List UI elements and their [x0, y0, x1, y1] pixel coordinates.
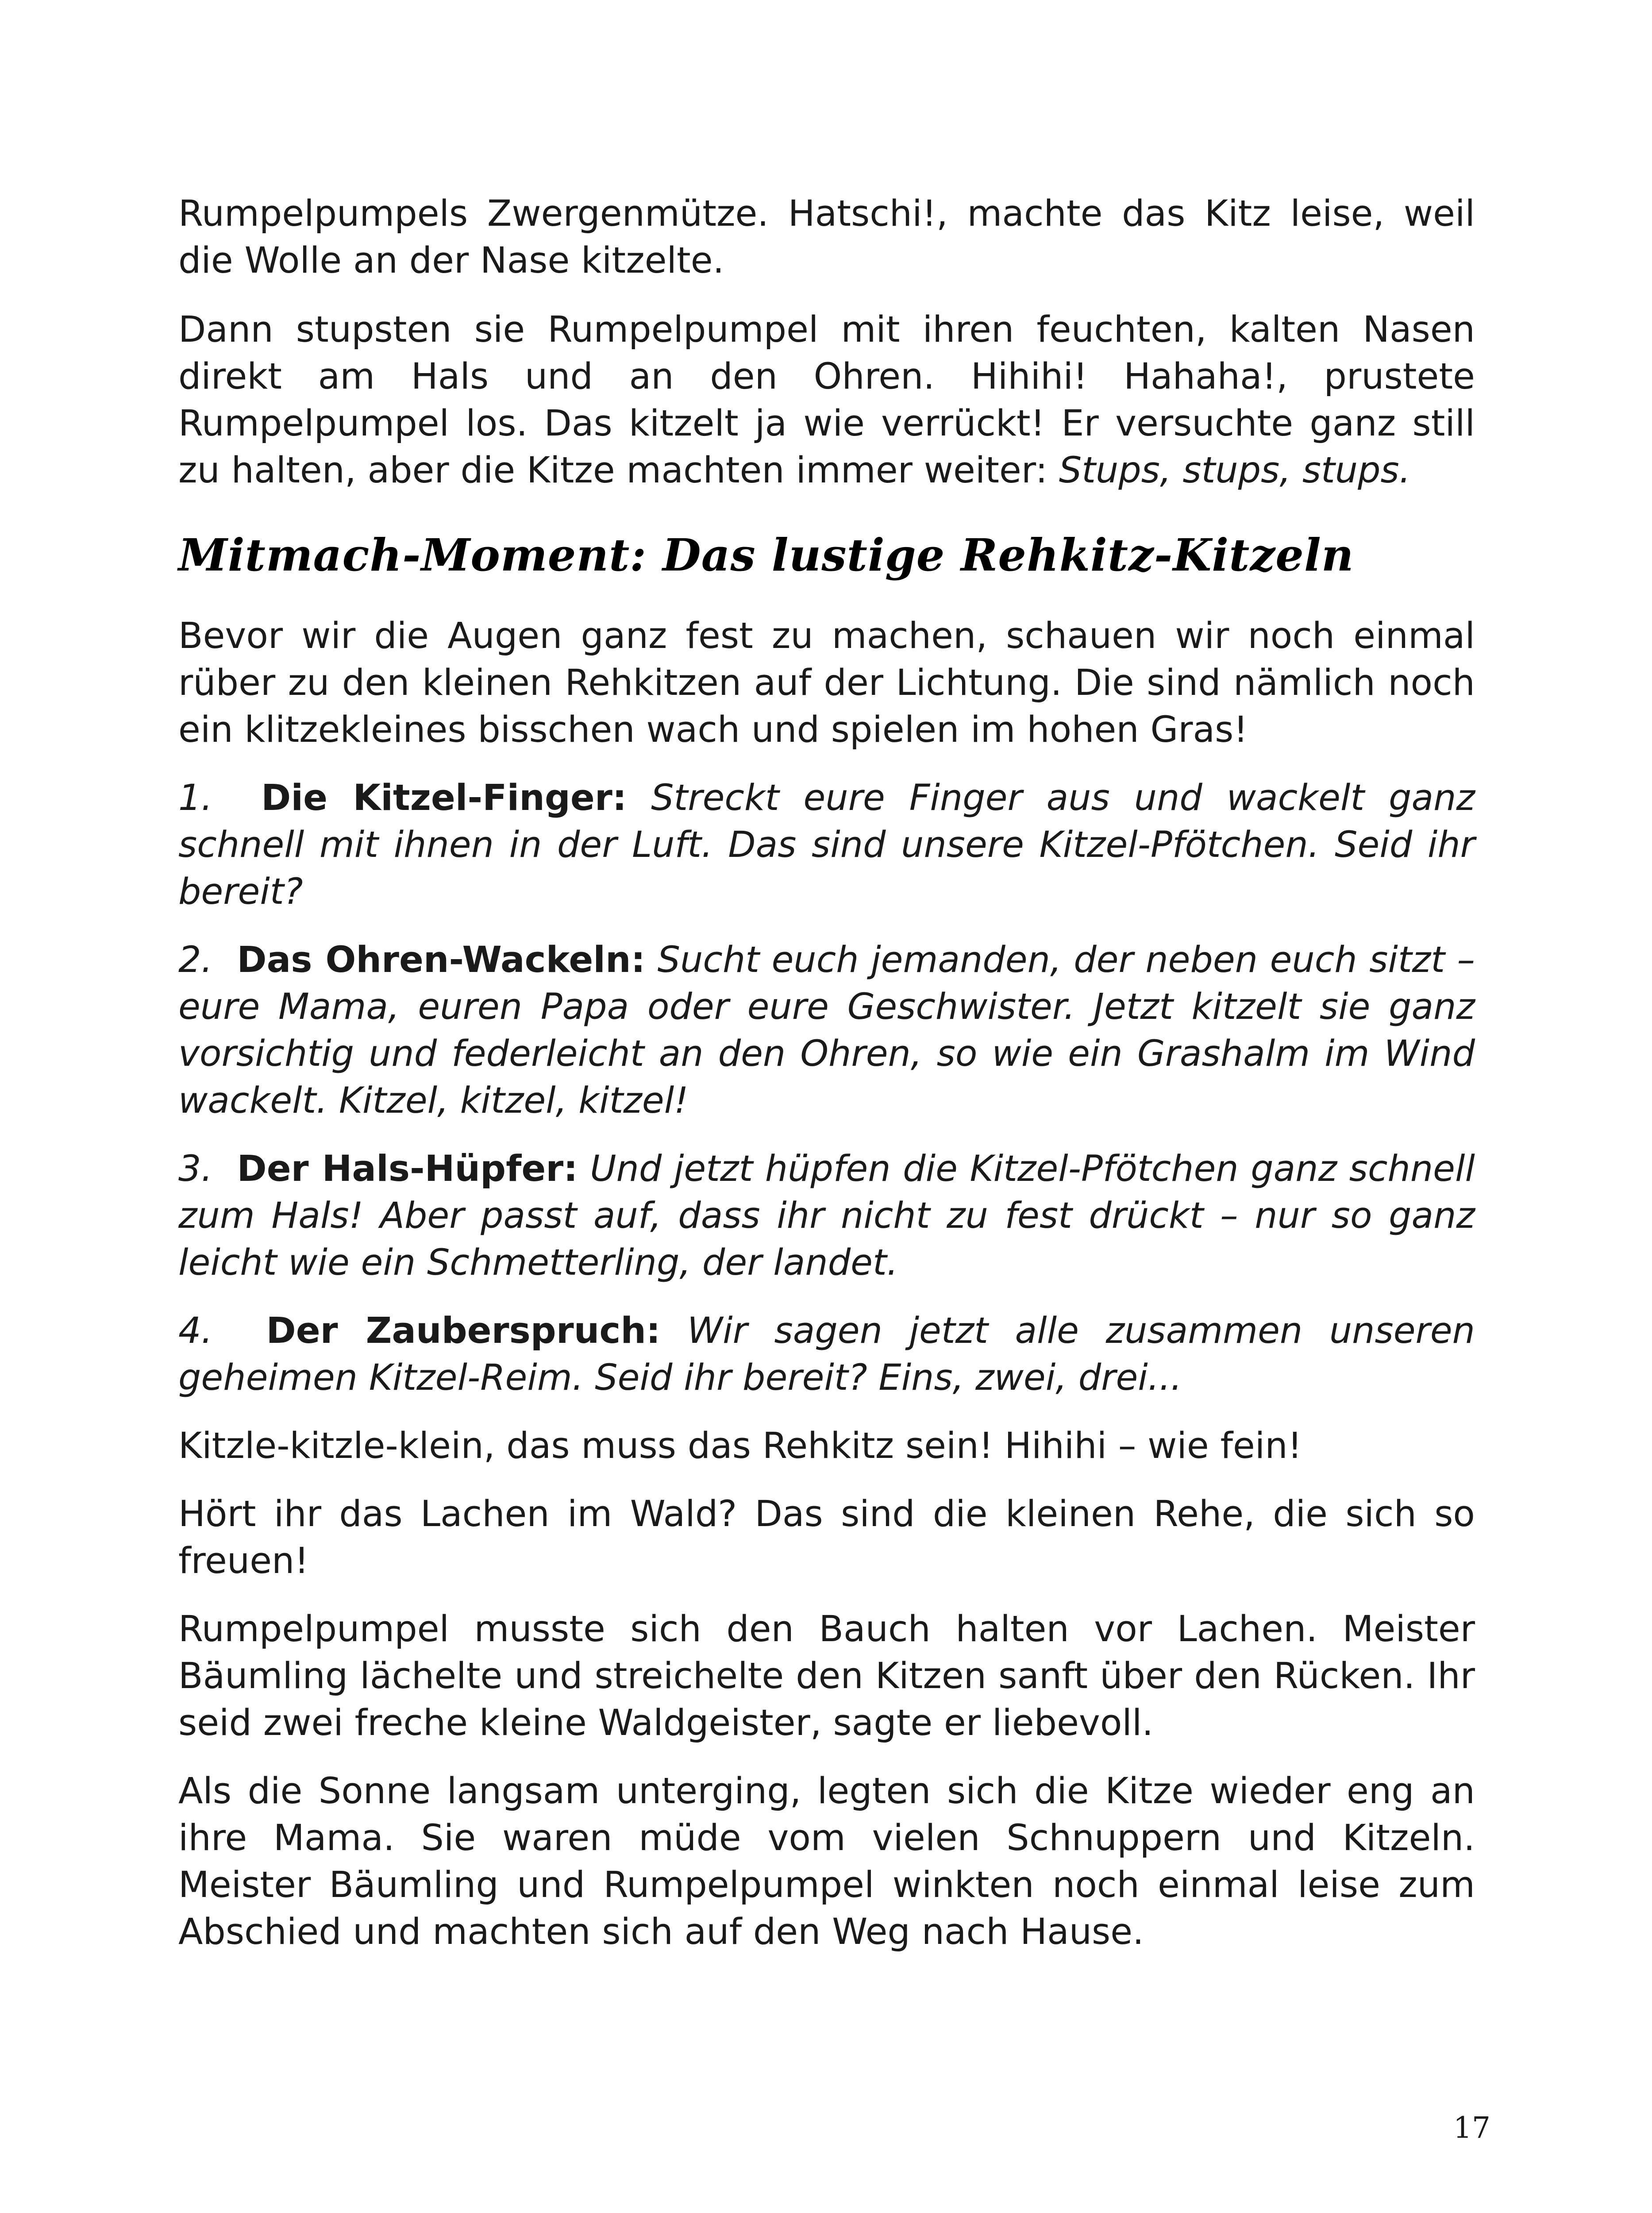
page-number: 17 — [1453, 2111, 1490, 2145]
list-item-2 — [178, 937, 1475, 1124]
list-item-label: Die Kitzel-Finger: — [261, 777, 627, 819]
list-item-number: 3. — [178, 1148, 213, 1190]
section-intro: Bevor wir die Augen ganz fest zu machen, schauen wir noch einmal rüber zu den kleinen Rehkitzen auf der Lichtung. Die sind nämlich noch ein klitzekleines bisschen wach und spielen im hohen Gras! — [178, 615, 1475, 751]
paragraph-hat: Rumpelpumpels Zwergenmütze. Hatschi!, machte das Kitz leise, weil die Wolle an der Nase kitzelte. — [178, 193, 1475, 281]
list-item-label: Das Ohren-Wackeln: — [237, 939, 646, 981]
paragraph-nudge-italic: Stups, stups, stups. — [1059, 450, 1411, 491]
list-item-text: Wir sagen jetzt alle zusammen unseren geheimen Kitzel-Reim. Seid ihr bereit? Eins, zwei, drei... — [178, 1310, 1475, 1399]
list-item-1 — [178, 775, 1475, 915]
list-item-label: Der Hals-Hüpfer: — [237, 1148, 578, 1190]
list-item-text: Streckt eure Finger aus und wackelt ganz schnell mit ihnen in der Luft. Das sind unsere Kitzel-Pfötchen. Seid ihr bereit? — [178, 777, 1475, 913]
page-body — [178, 190, 1475, 1977]
paragraph-belly: Rumpelpumpel musste sich den Bauch halten vor Lachen. Meister Bäumling lächelte und streichelte den Kitzen sanft über den Rücken. Ihr seid zwei freche kleine Waldgeister, sagte er liebevoll. — [178, 1608, 1475, 1744]
paragraph-nudge-text: Dann stupsten sie Rumpelpumpel mit ihren feuchten, kalten Nasen direkt am Hals und an den Ohren. Hihihi! Hahaha!, prustete Rumpelpumpel los. Das kitzelt ja wie verrückt! Er versuchte ganz still zu halten, aber die Kitze machten immer weiter: — [178, 309, 1475, 491]
list-item-number: 4. — [178, 1310, 213, 1352]
list-item-number: 1. — [178, 777, 213, 819]
paragraph-laugh: Hört ihr das Lachen im Wald? Das sind die kleinen Rehe, die sich so freuen! — [178, 1493, 1475, 1582]
paragraph-sunset: Als die Sonne langsam unterging, legten sich die Kitze wieder eng an ihre Mama. Sie waren müde vom vielen Schnuppern und Kitzeln. Meister Bäumling und Rumpelpumpel winkten noch einmal leise zum Abschied und machten sich auf den Weg nach Hause. — [178, 1770, 1475, 1953]
list-item-label: Der Zauberspruch: — [266, 1310, 661, 1352]
list-item-text: Sucht euch jemanden, der neben euch sitzt – eure Mama, euren Papa oder eure Geschwister. Jetzt kitzelt sie ganz vorsichtig und federleicht an den Ohren, so wie ein Grashalm im Wind wackelt. Kitzel, kitzel, kitzel! — [178, 939, 1475, 1122]
list-item-number: 2. — [178, 939, 213, 981]
paragraph-nudge — [178, 306, 1475, 494]
list-item-3 — [178, 1145, 1475, 1286]
list-item-4 — [178, 1307, 1475, 1401]
list-item-text: Und jetzt hüpfen die Kitzel-Pfötchen ganz schnell zum Hals! Aber passt auf, dass ihr nicht zu fest drückt – nur so ganz leicht wie ein Schmetterling, der landet. — [178, 1148, 1475, 1284]
section-heading: Mitmach-Moment: Das lustige Rehkitz-Kitzeln — [178, 529, 1354, 581]
rhyme-line: Kitzle-kitzle-klein, das muss das Rehkitz sein! Hihihi – wie fein! — [178, 1425, 1302, 1467]
